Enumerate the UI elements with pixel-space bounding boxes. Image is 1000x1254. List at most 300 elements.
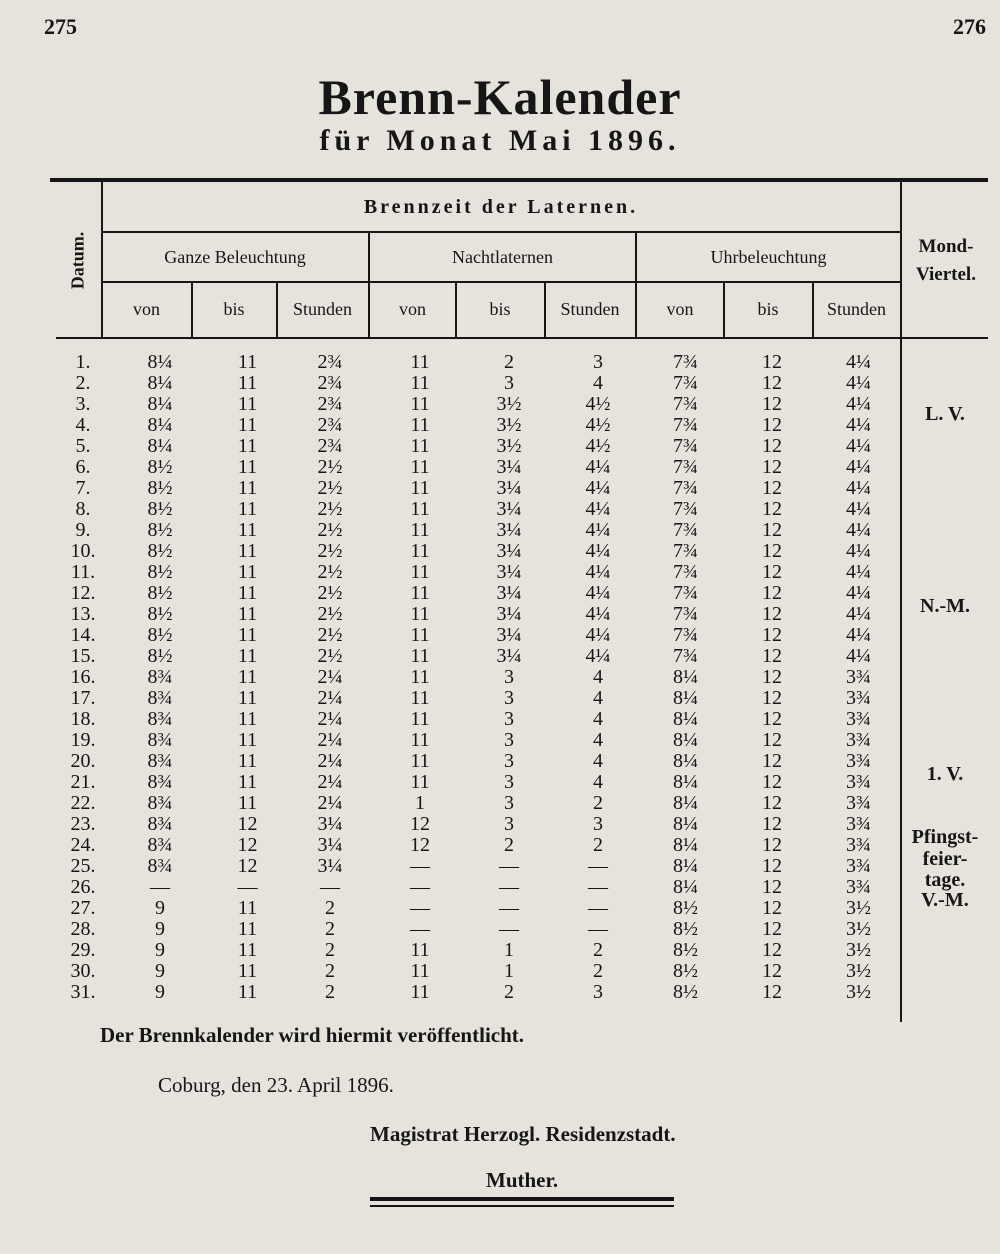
column-header: von	[399, 299, 426, 319]
value-cell: 11	[410, 561, 430, 583]
date-cell: 29.	[70, 939, 96, 961]
table-row	[56, 436, 901, 457]
value-cell: 3¾	[846, 876, 871, 898]
value-cell: 11	[237, 981, 258, 1003]
value-cell: 3	[593, 981, 603, 1003]
value-cell: 4¼	[585, 540, 611, 562]
value-cell: —	[588, 855, 608, 877]
value-cell: 2¾	[317, 372, 343, 394]
value-cell: 2¼	[317, 771, 343, 793]
value-cell: 7¾	[673, 372, 698, 394]
value-cell: 11	[237, 603, 258, 625]
value-cell: 11	[410, 603, 430, 625]
value-cell: 3¼	[496, 477, 522, 499]
value-cell: 11	[237, 519, 258, 541]
value-cell: 11	[410, 456, 430, 478]
column-header: von	[133, 299, 160, 319]
value-cell: 3¼	[317, 813, 343, 835]
value-cell: 2¼	[317, 687, 343, 709]
value-cell: 11	[410, 687, 430, 709]
value-cell: 12	[410, 834, 430, 856]
value-cell: —	[499, 918, 519, 940]
value-cell: 4¼	[846, 435, 871, 457]
value-cell: 3¾	[846, 771, 871, 793]
value-cell: 4¼	[846, 645, 871, 667]
value-cell: 8¼	[147, 372, 173, 394]
value-cell: 2½	[317, 519, 343, 541]
value-cell: 11	[237, 372, 258, 394]
value-cell: 9	[155, 981, 165, 1003]
value-cell: 4¼	[846, 372, 871, 394]
table-row	[56, 982, 901, 1003]
date-cell: 25.	[70, 855, 96, 877]
value-cell: 12	[762, 960, 782, 982]
value-cell: 12	[762, 456, 782, 478]
value-cell: 12	[762, 645, 782, 667]
value-cell: 4	[593, 372, 603, 394]
publication-note: Der Brennkalender wird hiermit veröffentlicht.	[100, 1023, 525, 1047]
table-row	[56, 541, 901, 562]
value-cell: 3¾	[846, 792, 871, 814]
value-cell: 8¼	[673, 834, 698, 856]
moon-header-line1: Mond-	[918, 236, 974, 257]
column-header: bis	[223, 299, 245, 319]
bottom-rule	[370, 1205, 674, 1207]
value-cell: 3½	[496, 393, 522, 415]
calendar-table	[56, 352, 901, 1003]
date-cell: 27.	[70, 897, 96, 919]
value-cell: 11	[410, 645, 430, 667]
value-cell: 11	[237, 435, 258, 457]
value-cell: 4¼	[846, 393, 871, 415]
moon-phase: N.-M.	[920, 595, 970, 617]
table-row	[56, 814, 901, 835]
value-cell: 12	[762, 729, 782, 751]
column-header: Stunden	[292, 299, 352, 319]
value-cell: 7¾	[673, 561, 698, 583]
value-cell: 11	[410, 750, 430, 772]
value-cell: 3	[504, 666, 514, 688]
value-cell: 11	[237, 750, 258, 772]
value-cell: 8¾	[147, 708, 173, 730]
value-cell: 12	[762, 561, 782, 583]
table-row	[56, 688, 901, 709]
value-cell: 11	[410, 708, 430, 730]
value-cell: 12	[762, 792, 782, 814]
value-cell: 12	[762, 939, 782, 961]
value-cell: 8¾	[147, 834, 173, 856]
value-cell: 12	[762, 918, 782, 940]
moon-phase: L. V.	[925, 403, 965, 425]
moon-phase: 1. V.	[926, 763, 964, 785]
value-cell: 8¼	[673, 792, 698, 814]
value-cell: 3½	[846, 981, 871, 1003]
date-cell: 12.	[70, 582, 96, 604]
value-cell: 11	[237, 960, 258, 982]
value-cell: 7¾	[673, 435, 698, 457]
value-cell: 2	[504, 981, 514, 1003]
value-cell: 8½	[147, 456, 173, 478]
value-cell: 12	[762, 666, 782, 688]
value-cell: 9	[155, 897, 165, 919]
value-cell: 3	[504, 729, 514, 751]
value-cell: 2	[593, 792, 603, 814]
value-cell: 11	[237, 687, 258, 709]
value-cell: 12	[762, 708, 782, 730]
value-cell: 8¼	[147, 393, 173, 415]
page-number-left: 275	[44, 14, 77, 39]
value-cell: 8½	[673, 939, 698, 961]
table-row	[56, 373, 901, 394]
date-cell: 16.	[70, 666, 96, 688]
value-cell: 2	[593, 834, 603, 856]
value-cell: 12	[762, 414, 782, 436]
value-cell: 7¾	[673, 645, 698, 667]
header-divider	[102, 281, 900, 283]
value-cell: 11	[237, 939, 258, 961]
value-cell: 4¼	[846, 624, 871, 646]
value-cell: 2¼	[317, 666, 343, 688]
value-cell: —	[499, 855, 519, 877]
value-cell: 8½	[673, 981, 698, 1003]
value-cell: 8¼	[673, 687, 698, 709]
value-cell: 8½	[147, 582, 173, 604]
value-cell: 1	[415, 792, 425, 814]
value-cell: 4¼	[846, 477, 871, 499]
date-cell: 5.	[75, 435, 91, 457]
value-cell: 3¼	[496, 519, 522, 541]
value-cell: 11	[237, 897, 258, 919]
value-cell: —	[588, 897, 608, 919]
value-cell: 7¾	[673, 540, 698, 562]
value-cell: 7¾	[673, 393, 698, 415]
value-cell: 4¼	[585, 582, 611, 604]
document-title: Brenn-Kalender	[318, 69, 682, 125]
value-cell: 8¼	[673, 876, 698, 898]
section-header-ganze: Ganze Beleuchtung	[164, 247, 306, 267]
value-cell: 3	[504, 687, 514, 709]
value-cell: 4¼	[846, 561, 871, 583]
value-cell: 11	[237, 477, 258, 499]
value-cell: —	[499, 897, 519, 919]
value-cell: 12	[237, 834, 258, 856]
value-cell: 8¼	[673, 855, 698, 877]
value-cell: 7¾	[673, 414, 698, 436]
value-cell: 2	[325, 939, 335, 961]
value-cell: 12	[762, 540, 782, 562]
value-cell: 12	[762, 498, 782, 520]
date-cell: 6.	[75, 456, 91, 478]
value-cell: 4¼	[585, 603, 611, 625]
value-cell: 11	[410, 666, 430, 688]
table-row	[56, 478, 901, 499]
value-cell: 8¼	[673, 708, 698, 730]
table-row	[56, 772, 901, 793]
value-cell: 3	[504, 750, 514, 772]
date-cell: 28.	[70, 918, 96, 940]
value-cell: —	[588, 876, 608, 898]
value-cell: 3¾	[846, 750, 871, 772]
value-cell: 12	[762, 624, 782, 646]
value-cell: 7¾	[673, 456, 698, 478]
value-cell: 8½	[147, 624, 173, 646]
date-cell: 23.	[70, 813, 96, 835]
document-subtitle: für Monat Mai 1896.	[319, 124, 681, 157]
value-cell: 11	[237, 624, 258, 646]
value-cell: 12	[762, 351, 782, 373]
value-cell: 3	[504, 813, 514, 835]
top-rule	[50, 178, 988, 182]
value-cell: 3	[504, 771, 514, 793]
datum-header: Datum.	[67, 231, 88, 289]
value-cell: 12	[762, 393, 782, 415]
value-cell: 8½	[147, 498, 173, 520]
table-row	[56, 520, 901, 541]
value-cell: 8¾	[147, 687, 173, 709]
value-cell: 11	[237, 771, 258, 793]
moon-phase: Pfingst-	[911, 826, 979, 848]
value-cell: 7¾	[673, 519, 698, 541]
table-row	[56, 709, 901, 730]
signature: Muther.	[486, 1168, 559, 1192]
value-cell: 11	[237, 414, 258, 436]
value-cell: 11	[237, 393, 258, 415]
value-cell: 12	[762, 876, 782, 898]
table-row	[56, 394, 901, 415]
moon-phase: V.-M.	[921, 889, 969, 911]
value-cell: 8¾	[147, 750, 173, 772]
value-cell: 2½	[317, 603, 343, 625]
value-cell: 3½	[496, 414, 522, 436]
value-cell: 8½	[147, 519, 173, 541]
value-cell: 8¼	[673, 729, 698, 751]
value-cell: 3¼	[496, 456, 522, 478]
value-cell: 3	[593, 351, 603, 373]
value-cell: 11	[410, 939, 430, 961]
value-cell: 4¼	[846, 498, 871, 520]
value-cell: 2½	[317, 498, 343, 520]
value-cell: 3¾	[846, 666, 871, 688]
value-cell: 3¾	[846, 729, 871, 751]
date-cell: 21.	[70, 771, 96, 793]
date-cell: 19.	[70, 729, 96, 751]
value-cell: 4	[593, 771, 603, 793]
section-header-nacht: Nachtlaternen	[452, 247, 553, 267]
value-cell: 2¼	[317, 792, 343, 814]
value-cell: 8¼	[673, 813, 698, 835]
value-cell: 7¾	[673, 603, 698, 625]
value-cell: 11	[410, 729, 430, 751]
table-row	[56, 793, 901, 814]
value-cell: 4½	[585, 414, 611, 436]
value-cell: 3¼	[496, 603, 522, 625]
value-cell: 11	[237, 456, 258, 478]
value-cell: 4¼	[585, 456, 611, 478]
date-cell: 15.	[70, 645, 96, 667]
value-cell: —	[320, 876, 340, 898]
table-row	[56, 499, 901, 520]
value-cell: 3¼	[496, 540, 522, 562]
value-cell: 2¼	[317, 729, 343, 751]
value-cell: 3¼	[317, 855, 343, 877]
value-cell: 12	[762, 897, 782, 919]
value-cell: 8¼	[673, 750, 698, 772]
value-cell: —	[410, 918, 430, 940]
date-cell: 24.	[70, 834, 96, 856]
value-cell: 3½	[846, 897, 871, 919]
column-header: bis	[489, 299, 511, 319]
column-header: Stunden	[560, 299, 620, 319]
value-cell: —	[410, 855, 430, 877]
date-cell: 10.	[70, 540, 96, 562]
value-cell: 8½	[147, 540, 173, 562]
value-cell: 2	[325, 960, 335, 982]
date-cell: 26.	[70, 876, 96, 898]
value-cell: 3¾	[846, 687, 871, 709]
date-cell: 14.	[70, 624, 96, 646]
date-cell: 9.	[75, 519, 91, 541]
value-cell: 2½	[317, 582, 343, 604]
value-cell: 3	[504, 792, 514, 814]
value-cell: —	[410, 876, 430, 898]
value-cell: 9	[155, 939, 165, 961]
value-cell: 3¼	[496, 561, 522, 583]
value-cell: 11	[237, 645, 258, 667]
table-row	[56, 751, 901, 772]
table-row	[56, 646, 901, 667]
value-cell: 2¾	[317, 414, 343, 436]
value-cell: 3¾	[846, 708, 871, 730]
value-cell: 2	[325, 918, 335, 940]
value-cell: 8¾	[147, 729, 173, 751]
value-cell: 12	[762, 750, 782, 772]
date-cell: 2.	[75, 372, 91, 394]
value-cell: 3¾	[846, 813, 871, 835]
value-cell: 8½	[147, 603, 173, 625]
column-header: Stunden	[826, 299, 886, 319]
value-cell: 1	[504, 960, 514, 982]
header-bottom-rule	[56, 337, 988, 339]
value-cell: 12	[762, 435, 782, 457]
date-cell: 18.	[70, 708, 96, 730]
table-row	[56, 625, 901, 646]
moon-phase: feier-	[922, 848, 968, 870]
value-cell: 8½	[147, 561, 173, 583]
bottom-rule	[370, 1197, 674, 1201]
value-cell: 4½	[585, 393, 611, 415]
value-cell: 4¼	[846, 351, 871, 373]
value-cell: 4¼	[585, 645, 611, 667]
value-cell: 3	[504, 708, 514, 730]
value-cell: 2	[593, 939, 603, 961]
value-cell: 11	[237, 540, 258, 562]
table-row	[56, 919, 901, 940]
date-cell: 20.	[70, 750, 96, 772]
value-cell: 2½	[317, 477, 343, 499]
value-cell: 1	[504, 939, 514, 961]
value-cell: 3¼	[496, 624, 522, 646]
value-cell: 2½	[317, 561, 343, 583]
value-cell: 4¼	[846, 540, 871, 562]
value-cell: 2¾	[317, 435, 343, 457]
value-cell: 2½	[317, 456, 343, 478]
value-cell: 8¾	[147, 813, 173, 835]
value-cell: 3¼	[496, 645, 522, 667]
value-cell: 12	[237, 855, 258, 877]
value-cell: 12	[762, 687, 782, 709]
value-cell: 11	[410, 435, 430, 457]
header-divider	[102, 231, 900, 233]
value-cell: 8¼	[147, 435, 173, 457]
value-cell: 8½	[147, 477, 173, 499]
value-cell: 4¼	[846, 456, 871, 478]
value-cell: 12	[237, 813, 258, 835]
issuing-authority: Magistrat Herzogl. Residenzstadt.	[370, 1122, 676, 1146]
value-cell: 12	[410, 813, 430, 835]
table-row	[56, 961, 901, 982]
value-cell: 7¾	[673, 582, 698, 604]
value-cell: 4¼	[585, 477, 611, 499]
value-cell: 12	[762, 477, 782, 499]
value-cell: 8¼	[147, 351, 173, 373]
table-row	[56, 835, 901, 856]
date-cell: 22.	[70, 792, 96, 814]
value-cell: 8½	[673, 960, 698, 982]
value-cell: 11	[410, 372, 430, 394]
value-cell: 9	[155, 960, 165, 982]
section-header-uhr: Uhrbeleuchtung	[710, 247, 827, 267]
value-cell: 11	[410, 414, 430, 436]
value-cell: 8½	[673, 918, 698, 940]
value-cell: 4¼	[846, 603, 871, 625]
table-row	[56, 877, 901, 898]
value-cell: 11	[410, 351, 430, 373]
value-cell: 8¼	[673, 666, 698, 688]
value-cell: 3¼	[496, 498, 522, 520]
value-cell: 4	[593, 708, 603, 730]
value-cell: 2	[325, 981, 335, 1003]
value-cell: 11	[237, 792, 258, 814]
value-cell: 2¼	[317, 708, 343, 730]
date-cell: 31.	[70, 981, 96, 1003]
table-row	[56, 604, 901, 625]
value-cell: 4	[593, 750, 603, 772]
value-cell: 11	[410, 960, 430, 982]
value-cell: 2¼	[317, 750, 343, 772]
value-cell: 11	[237, 351, 258, 373]
value-cell: —	[410, 897, 430, 919]
date-cell: 13.	[70, 603, 96, 625]
value-cell: 2½	[317, 645, 343, 667]
table-row	[56, 730, 901, 751]
value-cell: 4	[593, 729, 603, 751]
value-cell: 8¾	[147, 792, 173, 814]
value-cell: 2¾	[317, 393, 343, 415]
value-cell: 3	[504, 372, 514, 394]
value-cell: 3½	[846, 918, 871, 940]
value-cell: —	[499, 876, 519, 898]
value-cell: 11	[410, 393, 430, 415]
value-cell: 12	[762, 981, 782, 1003]
value-cell: 2¾	[317, 351, 343, 373]
value-cell: 12	[762, 855, 782, 877]
value-cell: 11	[237, 666, 258, 688]
value-cell: 11	[237, 582, 258, 604]
value-cell: 11	[410, 771, 430, 793]
value-cell: 12	[762, 603, 782, 625]
table-row	[56, 940, 901, 961]
value-cell: 8¼	[673, 771, 698, 793]
